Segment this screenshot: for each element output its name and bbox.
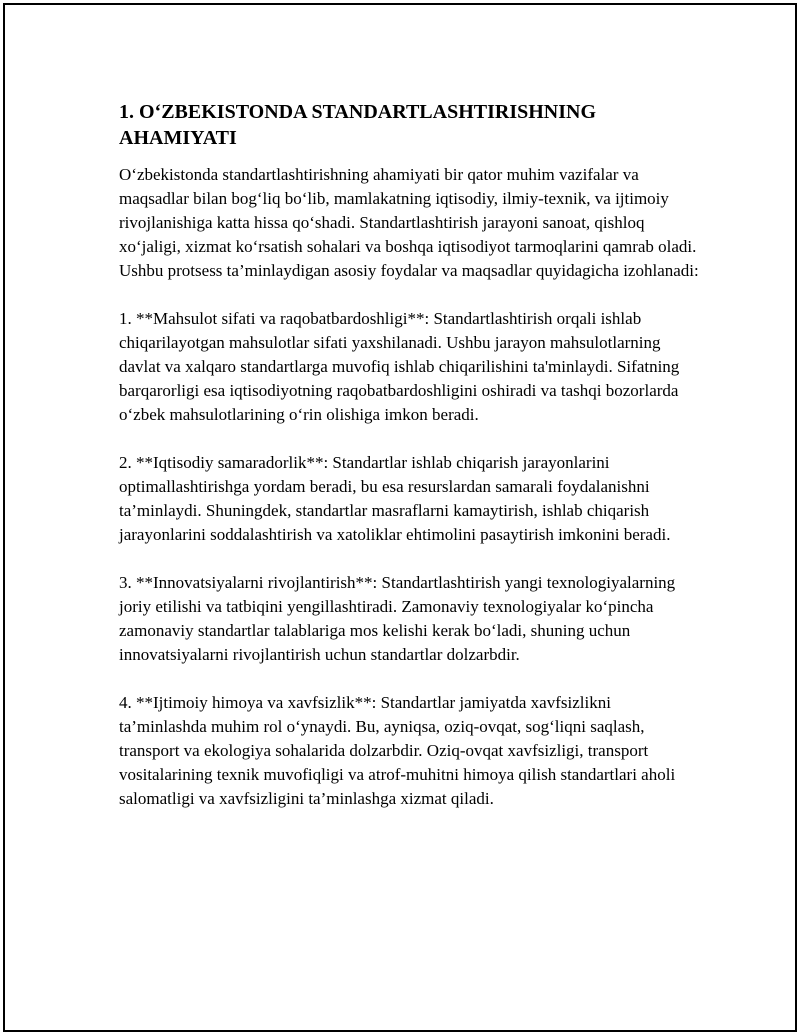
paragraph-item-2: 2. **Iqtisodiy samaradorlik**: Standartlar ishlab chiqarish jarayonlarini optimallashtirishga yordam beradi, bu esa resurslardan samarali foydalanishni ta’minlaydi. Shuningdek, standartlar masraflarni kamaytirish, ishlab chiqarish jarayonlarini soddalashtirish va xatoliklar ehtimolini pasaytirish imkonini beradi.: [119, 453, 671, 544]
paragraph-intro: O‘zbekistonda standartlashtirishning ahamiyati bir qator muhim vazifalar va maqsadlar bilan bog‘liq bo‘lib, mamlakatning iqtisodiy, ilmiy-texnik, va ijtimoiy rivojlanishiga katta hissa qo‘shadi. Standartlashtirish jarayoni sanoat, qishloq xo‘jaligi, xizmat ko‘rsatish sohalari va boshqa iqtisodiyot tarmoqlarini qamrab oladi. Ushbu protsess ta’minlaydigan asosiy foydalar va maqsadlar quyidagicha izohlanadi:: [119, 165, 699, 280]
document-page: [3, 3, 797, 1032]
paragraph-item-1: 1. **Mahsulot sifati va raqobatbardoshligi**: Standartlashtirish orqali ishlab chiqarilayotgan mahsulotlar sifati yaxshilanadi. Ushbu jarayon mahsulotlarning davlat va xalqaro standartlarga muvofiq ishlab chiqarilishini ta'minlaydi. Sifatning barqarorligi esa iqtisodiyotning raqobatbardoshligini oshiradi va tashqi bozorlarda o‘zbek mahsulotlarining o‘rin olishiga imkon beradi.: [119, 309, 680, 424]
document-content: [119, 99, 699, 835]
paragraph-item-4: 4. **Ijtimoiy himoya va xavfsizlik**: Standartlar jamiyatda xavfsizlikni ta’minlashda muhim rol o‘ynaydi. Bu, ayniqsa, oziq-ovqat, sog‘liqni saqlash, transport va ekologiya sohalarida dolzarbdir. Oziq-ovqat xavfsizligi, transport vositalarining texnik muvofiqligi va atrof-muhitni himoya qilish standartlari aholi salomatligi va xavfsizligini ta’minlashga xizmat qiladi.: [119, 693, 676, 808]
document-title: 1. O‘ZBEKISTONDA STANDARTLASHTIRISHNING AHAMIYATI: [119, 101, 597, 149]
paragraph-item-3: 3. **Innovatsiyalarni rivojlantirish**: Standartlashtirish yangi texnologiyalarning joriy etilishi va tatbiqini yengillashtiradi. Zamonaviy texnologiyalar ko‘pincha zamonaviy standartlar talablariga mos kelishi kerak bo‘ladi, shuning uchun innovatsiyalarni rivojlantirish uchun standartlar dolzarbdir.: [119, 573, 676, 664]
